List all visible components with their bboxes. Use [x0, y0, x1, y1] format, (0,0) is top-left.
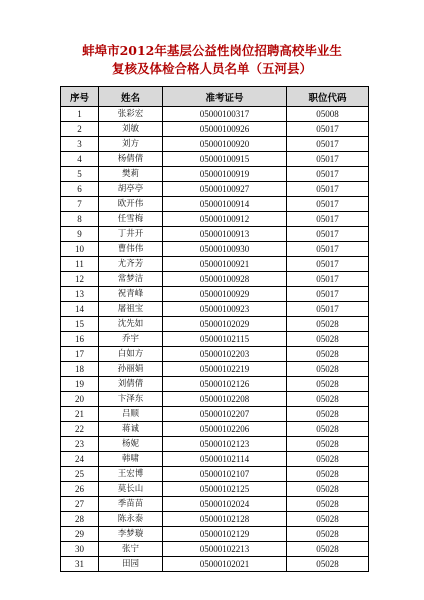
table-row [61, 137, 369, 152]
cell-serial-number: 3 [61, 137, 99, 152]
cell-name: 胡亭亭 [99, 182, 163, 197]
cell-name: 孙丽娟 [99, 362, 163, 377]
roster-table [60, 86, 369, 572]
cell-name: 白如方 [99, 347, 163, 362]
table-row [61, 482, 369, 497]
cell-position-code: 05017 [287, 137, 369, 152]
table-row [61, 227, 369, 242]
table-row [61, 122, 369, 137]
cell-serial-number: 19 [61, 377, 99, 392]
cell-admission-ticket-number: 05000102208 [163, 392, 287, 407]
table-row [61, 152, 369, 167]
cell-name: 乔宇 [99, 332, 163, 347]
header-name: 姓名 [99, 87, 163, 107]
cell-position-code: 05028 [287, 542, 369, 557]
cell-serial-number: 10 [61, 242, 99, 257]
table-row [61, 362, 369, 377]
cell-name: 韩啸 [99, 452, 163, 467]
table-row [61, 302, 369, 317]
cell-serial-number: 20 [61, 392, 99, 407]
table-row [61, 512, 369, 527]
cell-position-code: 05028 [287, 467, 369, 482]
cell-name: 常梦洁 [99, 272, 163, 287]
cell-position-code: 05017 [287, 227, 369, 242]
cell-position-code: 05028 [287, 482, 369, 497]
cell-serial-number: 26 [61, 482, 99, 497]
cell-position-code: 05028 [287, 557, 369, 572]
table-row [61, 392, 369, 407]
cell-serial-number: 25 [61, 467, 99, 482]
cell-position-code: 05017 [287, 257, 369, 272]
cell-serial-number: 16 [61, 332, 99, 347]
cell-serial-number: 23 [61, 437, 99, 452]
cell-admission-ticket-number: 05000100919 [163, 167, 287, 182]
cell-position-code: 05028 [287, 407, 369, 422]
cell-position-code: 05028 [287, 377, 369, 392]
table-header-row [61, 87, 369, 107]
cell-position-code: 05028 [287, 332, 369, 347]
cell-name: 沈先如 [99, 317, 163, 332]
table-row [61, 317, 369, 332]
cell-serial-number: 21 [61, 407, 99, 422]
table-row [61, 272, 369, 287]
cell-serial-number: 17 [61, 347, 99, 362]
cell-position-code: 05028 [287, 437, 369, 452]
cell-name: 屠祖宝 [99, 302, 163, 317]
cell-serial-number: 22 [61, 422, 99, 437]
cell-name: 吕顺 [99, 407, 163, 422]
table-row [61, 527, 369, 542]
table-row [61, 542, 369, 557]
cell-name: 田园 [99, 557, 163, 572]
table-row [61, 332, 369, 347]
cell-position-code: 05017 [287, 242, 369, 257]
cell-admission-ticket-number: 05000100914 [163, 197, 287, 212]
cell-name: 杨倩倩 [99, 152, 163, 167]
cell-serial-number: 5 [61, 167, 99, 182]
cell-admission-ticket-number: 05000102029 [163, 317, 287, 332]
cell-serial-number: 15 [61, 317, 99, 332]
cell-admission-ticket-number: 05000100912 [163, 212, 287, 227]
cell-name: 李梦璇 [99, 527, 163, 542]
table-row [61, 437, 369, 452]
cell-admission-ticket-number: 05000102207 [163, 407, 287, 422]
cell-position-code: 05017 [287, 302, 369, 317]
cell-admission-ticket-number: 05000102123 [163, 437, 287, 452]
table-row [61, 347, 369, 362]
cell-name: 季苗苗 [99, 497, 163, 512]
cell-admission-ticket-number: 05000100913 [163, 227, 287, 242]
cell-admission-ticket-number: 05000100923 [163, 302, 287, 317]
cell-name: 欧开伟 [99, 197, 163, 212]
table-row [61, 257, 369, 272]
table-row [61, 167, 369, 182]
cell-name: 莫长山 [99, 482, 163, 497]
cell-admission-ticket-number: 05000102115 [163, 332, 287, 347]
cell-serial-number: 18 [61, 362, 99, 377]
cell-name: 刘敏 [99, 122, 163, 137]
cell-admission-ticket-number: 05000100921 [163, 257, 287, 272]
table-row [61, 497, 369, 512]
cell-serial-number: 9 [61, 227, 99, 242]
cell-position-code: 05028 [287, 527, 369, 542]
cell-serial-number: 8 [61, 212, 99, 227]
cell-serial-number: 13 [61, 287, 99, 302]
document-title-line-1: 蚌埠市2012年基层公益性岗位招聘高校毕业生 [82, 43, 342, 58]
cell-admission-ticket-number: 05000102114 [163, 452, 287, 467]
cell-admission-ticket-number: 05000100930 [163, 242, 287, 257]
cell-serial-number: 6 [61, 182, 99, 197]
cell-position-code: 05017 [287, 197, 369, 212]
cell-serial-number: 4 [61, 152, 99, 167]
cell-admission-ticket-number: 05000100927 [163, 182, 287, 197]
table-row [61, 452, 369, 467]
cell-position-code: 05028 [287, 362, 369, 377]
cell-position-code: 05028 [287, 317, 369, 332]
cell-admission-ticket-number: 05000102219 [163, 362, 287, 377]
cell-admission-ticket-number: 05000102203 [163, 347, 287, 362]
cell-position-code: 05017 [287, 182, 369, 197]
cell-position-code: 05008 [287, 107, 369, 122]
cell-admission-ticket-number: 05000102206 [163, 422, 287, 437]
cell-serial-number: 7 [61, 197, 99, 212]
cell-position-code: 05028 [287, 497, 369, 512]
cell-position-code: 05017 [287, 272, 369, 287]
cell-name: 王宏博 [99, 467, 163, 482]
cell-position-code: 05017 [287, 152, 369, 167]
cell-name: 刘方 [99, 137, 163, 152]
table-row [61, 557, 369, 572]
cell-serial-number: 30 [61, 542, 99, 557]
cell-name: 杨妮 [99, 437, 163, 452]
cell-position-code: 05028 [287, 392, 369, 407]
cell-position-code: 05028 [287, 512, 369, 527]
cell-position-code: 05017 [287, 122, 369, 137]
table-row [61, 242, 369, 257]
cell-admission-ticket-number: 05000100928 [163, 272, 287, 287]
cell-position-code: 05017 [287, 212, 369, 227]
table-body [61, 107, 369, 572]
cell-serial-number: 29 [61, 527, 99, 542]
cell-serial-number: 24 [61, 452, 99, 467]
cell-admission-ticket-number: 05000102129 [163, 527, 287, 542]
cell-name: 祝青峰 [99, 287, 163, 302]
cell-position-code: 05017 [287, 287, 369, 302]
cell-admission-ticket-number: 05000100317 [163, 107, 287, 122]
header-serial-number: 序号 [61, 87, 99, 107]
cell-serial-number: 1 [61, 107, 99, 122]
cell-position-code: 05028 [287, 452, 369, 467]
cell-admission-ticket-number: 05000100929 [163, 287, 287, 302]
cell-name: 尤齐芳 [99, 257, 163, 272]
cell-serial-number: 14 [61, 302, 99, 317]
cell-serial-number: 27 [61, 497, 99, 512]
cell-name: 蒋诚 [99, 422, 163, 437]
cell-admission-ticket-number: 05000102125 [163, 482, 287, 497]
cell-position-code: 05028 [287, 422, 369, 437]
cell-admission-ticket-number: 05000102024 [163, 497, 287, 512]
table-row [61, 407, 369, 422]
header-admission-ticket-number: 准考证号 [163, 87, 287, 107]
table-row [61, 212, 369, 227]
cell-serial-number: 11 [61, 257, 99, 272]
cell-name: 卞泽东 [99, 392, 163, 407]
cell-admission-ticket-number: 05000102021 [163, 557, 287, 572]
cell-admission-ticket-number: 05000100915 [163, 152, 287, 167]
table-row [61, 287, 369, 302]
table-row [61, 107, 369, 122]
cell-admission-ticket-number: 05000102107 [163, 467, 287, 482]
cell-admission-ticket-number: 05000102213 [163, 542, 287, 557]
cell-admission-ticket-number: 05000100920 [163, 137, 287, 152]
cell-name: 刘倩倩 [99, 377, 163, 392]
cell-name: 曹伟伟 [99, 242, 163, 257]
cell-name: 任雪梅 [99, 212, 163, 227]
table-row [61, 182, 369, 197]
cell-serial-number: 2 [61, 122, 99, 137]
cell-name: 张彩宏 [99, 107, 163, 122]
document-title-line-2: 复核及体检合格人员名单（五河县） [111, 61, 312, 76]
cell-name: 陈永泰 [99, 512, 163, 527]
cell-position-code: 05017 [287, 167, 369, 182]
cell-name: 张宁 [99, 542, 163, 557]
table-row [61, 467, 369, 482]
cell-serial-number: 12 [61, 272, 99, 287]
table-row [61, 377, 369, 392]
cell-admission-ticket-number: 05000102128 [163, 512, 287, 527]
cell-name: 樊莉 [99, 167, 163, 182]
cell-serial-number: 28 [61, 512, 99, 527]
cell-admission-ticket-number: 05000102126 [163, 377, 287, 392]
cell-position-code: 05028 [287, 347, 369, 362]
cell-name: 丁井开 [99, 227, 163, 242]
table-row [61, 197, 369, 212]
header-position-code: 职位代码 [287, 87, 369, 107]
table-row [61, 422, 369, 437]
cell-serial-number: 31 [61, 557, 99, 572]
cell-admission-ticket-number: 05000100926 [163, 122, 287, 137]
